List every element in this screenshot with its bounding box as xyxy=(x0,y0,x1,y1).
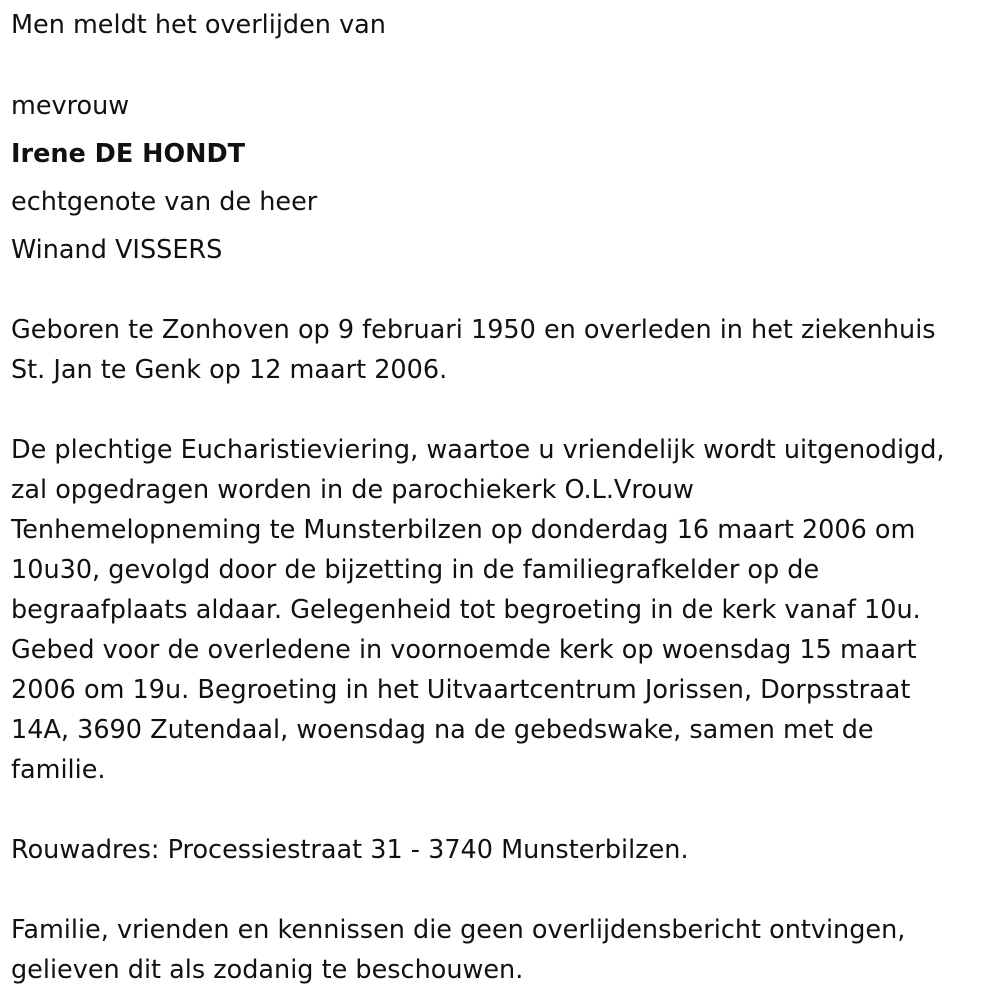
closing-line-1: Familie, vrienden en kennissen die geen overlijdensbericht ontvingen, xyxy=(11,915,906,945)
ceremony-line-1: De plechtige Eucharistieviering, waartoe u vriendelijk wordt uitgenodigd, xyxy=(11,435,945,465)
deceased-name: Irene DE HONDT xyxy=(11,139,246,169)
ceremony-line-8: 14A, 3690 Zutendaal, woensdag na de gebedswake, samen met de xyxy=(11,715,874,745)
ceremony-line-2: zal opgedragen worden in de parochiekerk O.L.Vrouw xyxy=(11,475,694,505)
ceremony-line-3: Tenhemelopneming te Munsterbilzen op donderdag 16 maart 2006 om xyxy=(11,515,916,545)
ceremony-line-4: 10u30, gevolgd door de bijzetting in de familiegrafkelder op de xyxy=(11,555,820,585)
ceremony-line-6: Gebed voor de overledene in voornoemde kerk op woensdag 15 maart xyxy=(11,635,917,665)
relation-text: echtgenote van de heer xyxy=(11,187,318,217)
ceremony-line-7: 2006 om 19u. Begroeting in het Uitvaartcentrum Jorissen, Dorpsstraat xyxy=(11,675,911,705)
birth-death-line-2: St. Jan te Genk op 12 maart 2006. xyxy=(11,355,448,385)
mourning-address: Rouwadres: Processiestraat 31 - 3740 Munsterbilzen. xyxy=(11,835,689,865)
ceremony-line-9: familie. xyxy=(11,755,106,785)
intro-text: Men meldt het overlijden van xyxy=(11,10,386,40)
spouse-name: Winand VISSERS xyxy=(11,235,223,265)
title-prefix: mevrouw xyxy=(11,91,130,121)
birth-death-line-1: Geboren te Zonhoven op 9 februari 1950 en overleden in het ziekenhuis xyxy=(11,315,936,345)
closing-line-2: gelieven dit als zodanig te beschouwen. xyxy=(11,955,524,985)
ceremony-line-5: begraafplaats aldaar. Gelegenheid tot begroeting in de kerk vanaf 10u. xyxy=(11,595,921,625)
